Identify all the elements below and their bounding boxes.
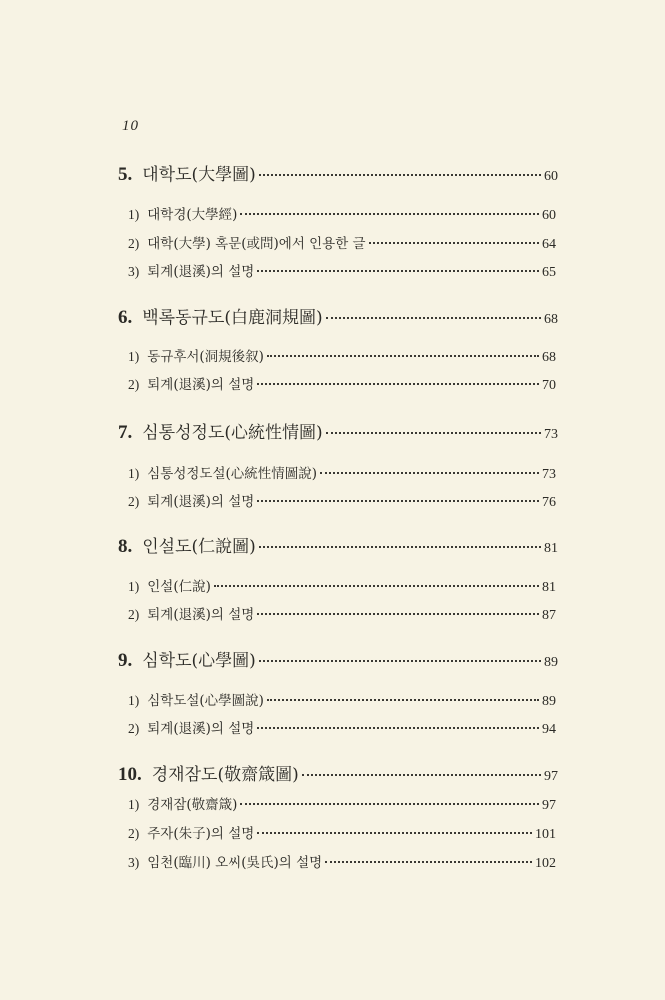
- subsection-title: 퇴계(退溪)의 설명: [147, 494, 255, 510]
- toc-subsection-row: [128, 490, 556, 511]
- toc-section-row: [118, 418, 558, 444]
- dot-leader: [302, 774, 541, 776]
- dot-leader: [240, 803, 539, 805]
- section-number: 6.: [118, 307, 133, 328]
- section-number: 10.: [118, 764, 142, 785]
- toc-subsection-row: [128, 260, 556, 281]
- subsection-number: 2): [128, 826, 140, 841]
- subsection-page: 65: [542, 265, 556, 280]
- dot-leader: [257, 270, 539, 272]
- subsection-number: 1): [128, 693, 140, 708]
- dot-leader: [259, 546, 541, 548]
- subsection-page: 101: [535, 827, 556, 842]
- subsection-number: 1): [128, 207, 140, 222]
- toc-subsection-row: [128, 203, 556, 224]
- subsection-number: 1): [128, 579, 140, 594]
- subsection-title: 대학경(大學經): [147, 207, 238, 223]
- subsection-title: 주자(朱子)의 설명: [147, 826, 255, 842]
- toc-section-row: [118, 303, 558, 329]
- subsection-page: 60: [542, 208, 556, 223]
- subsection-number: 2): [128, 607, 140, 622]
- dot-leader: [214, 585, 539, 587]
- subsection-page: 87: [542, 608, 556, 623]
- section-title: 심학도(心學圖): [142, 651, 256, 671]
- dot-leader: [257, 500, 539, 502]
- section-page: 73: [544, 427, 558, 442]
- dot-leader: [259, 174, 541, 176]
- subsection-title: 퇴계(退溪)의 설명: [147, 721, 255, 737]
- subsection-title: 퇴계(退溪)의 설명: [147, 607, 255, 623]
- section-page: 97: [544, 769, 558, 784]
- toc-subsection-row: [128, 603, 556, 624]
- dot-leader: [267, 699, 539, 701]
- subsection-page: 102: [535, 856, 556, 871]
- section-title: 경재잠도(敬齋箴圖): [151, 765, 299, 785]
- subsection-page: 81: [542, 580, 556, 595]
- subsection-number: 2): [128, 236, 140, 251]
- section-number: 7.: [118, 422, 133, 443]
- toc-section-row: [118, 160, 558, 186]
- section-page: 81: [544, 541, 558, 556]
- toc-subsection-row: [128, 689, 556, 710]
- subsection-page: 76: [542, 495, 556, 510]
- toc-subsection-row: [128, 575, 556, 596]
- subsection-page: 64: [542, 237, 556, 252]
- toc-subsection-row: [128, 851, 556, 872]
- subsection-number: 1): [128, 349, 140, 364]
- subsection-page: 94: [542, 722, 556, 737]
- subsection-number: 2): [128, 494, 140, 509]
- subsection-title: 퇴계(退溪)의 설명: [147, 264, 255, 280]
- dot-leader: [326, 432, 541, 434]
- dot-leader: [240, 213, 539, 215]
- section-page: 89: [544, 655, 558, 670]
- subsection-page: 89: [542, 694, 556, 709]
- dot-leader: [259, 660, 541, 662]
- subsection-number: 1): [128, 466, 140, 481]
- subsection-number: 3): [128, 264, 140, 279]
- subsection-title: 동규후서(洞規後叙): [147, 349, 264, 365]
- subsection-page: 68: [542, 350, 556, 365]
- toc-section-row: [118, 646, 558, 672]
- subsection-title: 심학도설(心學圖說): [147, 693, 264, 709]
- section-number: 9.: [118, 650, 133, 671]
- toc-subsection-row: [128, 822, 556, 843]
- subsection-number: 2): [128, 721, 140, 736]
- section-title: 대학도(大學圖): [142, 165, 256, 185]
- toc-subsection-row: [128, 373, 556, 394]
- section-number: 8.: [118, 536, 133, 557]
- dot-leader: [257, 383, 539, 385]
- section-page: 68: [544, 312, 558, 327]
- subsection-title: 대학(大學) 혹문(或問)에서 인용한 글: [147, 236, 366, 252]
- dot-leader: [257, 613, 539, 615]
- subsection-number: 1): [128, 797, 140, 812]
- dot-leader: [257, 727, 539, 729]
- dot-leader: [326, 317, 541, 319]
- section-title: 심통성정도(心統性情圖): [142, 423, 323, 443]
- page-number: 10: [122, 118, 139, 134]
- subsection-title: 인설(仁說): [147, 579, 211, 595]
- subsection-title: 임천(臨川) 오씨(吳氏)의 설명: [147, 855, 323, 871]
- subsection-number: 2): [128, 377, 140, 392]
- toc-subsection-row: [128, 345, 556, 366]
- dot-leader: [257, 832, 532, 834]
- subsection-page: 73: [542, 467, 556, 482]
- subsection-title: 퇴계(退溪)의 설명: [147, 377, 255, 393]
- toc-subsection-row: [128, 717, 556, 738]
- subsection-title: 심통성정도설(心統性情圖說): [147, 466, 318, 482]
- subsection-page: 70: [542, 378, 556, 393]
- dot-leader: [267, 355, 539, 357]
- toc-subsection-row: [128, 793, 556, 814]
- section-title: 백록동규도(白鹿洞規圖): [142, 308, 323, 328]
- toc-section-row: [118, 532, 558, 558]
- section-page: 60: [544, 169, 558, 184]
- toc-subsection-row: [128, 232, 556, 253]
- toc-section-row: [118, 760, 558, 786]
- section-title: 인설도(仁說圖): [142, 537, 256, 557]
- subsection-page: 97: [542, 798, 556, 813]
- subsection-title: 경재잠(敬齋箴): [147, 797, 238, 813]
- toc-subsection-row: [128, 462, 556, 483]
- dot-leader: [320, 472, 539, 474]
- subsection-number: 3): [128, 855, 140, 870]
- dot-leader: [325, 861, 532, 863]
- dot-leader: [369, 242, 539, 244]
- section-number: 5.: [118, 164, 133, 185]
